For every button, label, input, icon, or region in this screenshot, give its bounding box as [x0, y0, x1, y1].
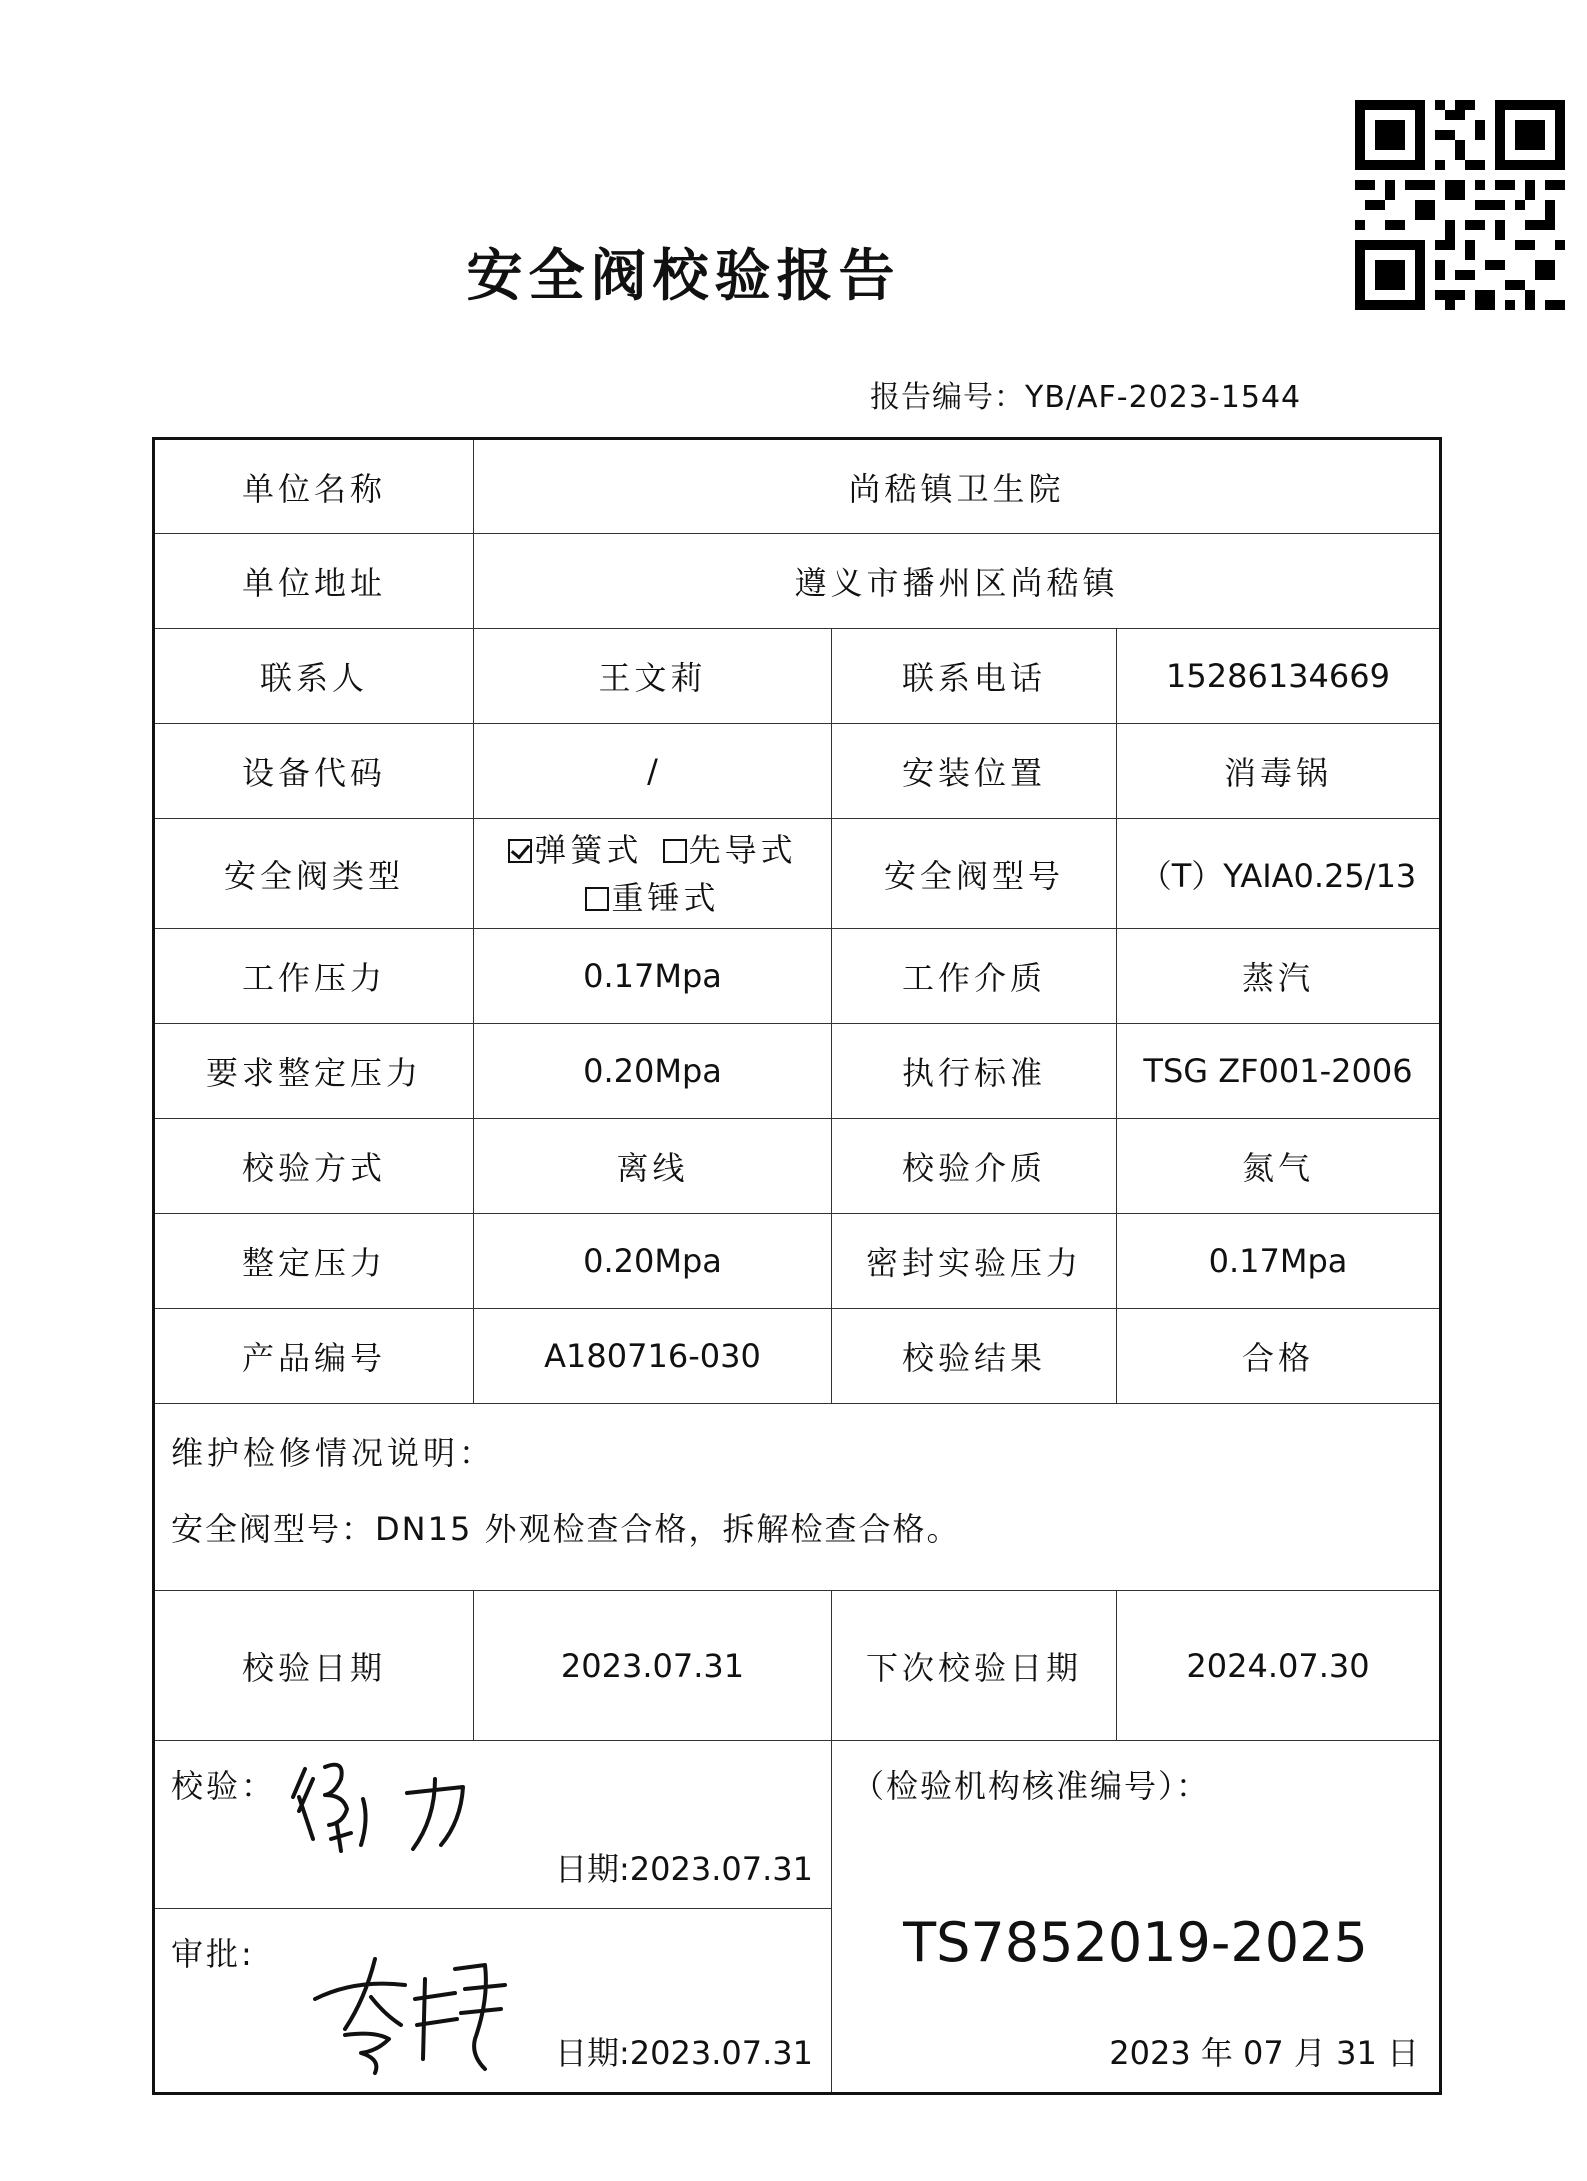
contact-label: 联系人 [154, 629, 474, 724]
approver-date: 日期:2023.07.31 [554, 2034, 813, 2072]
seal-pressure-label: 密封实验压力 [832, 1214, 1117, 1309]
product-number-value: A180716-030 [474, 1309, 832, 1404]
valve-model-value: （T）YAIA0.25/13 [1117, 819, 1441, 929]
unit-name-label: 单位名称 [154, 439, 474, 534]
option-spring-label: 弹簧式 [534, 830, 643, 869]
install-location-label: 安装位置 [832, 724, 1117, 819]
check-method-label: 校验方式 [154, 1119, 474, 1214]
checkbox-pilot[interactable] [663, 839, 687, 863]
report-number: 报告编号：YB/AF-2023-1544 [870, 380, 1302, 415]
result-label: 校验结果 [832, 1309, 1117, 1404]
inspector-signature-cell [154, 1741, 832, 1909]
authority-label: （检验机构核准编号）： [852, 1767, 1211, 1805]
product-number-label: 产品编号 [154, 1309, 474, 1404]
valve-type-label: 安全阀类型 [154, 819, 474, 929]
maintenance-notes [154, 1404, 1441, 1591]
equipment-code-value: / [474, 724, 832, 819]
notes-text: 安全阀型号：DN15 外观检查合格，拆解检查合格。 [171, 1510, 961, 1548]
required-set-pressure-value: 0.20Mpa [474, 1024, 832, 1119]
check-medium-label: 校验介质 [832, 1119, 1117, 1214]
phone-value: 15286134669 [1117, 629, 1441, 724]
required-set-pressure-label: 要求整定压力 [154, 1024, 474, 1119]
authority-code: TS7852019-2025 [903, 1911, 1368, 1974]
next-check-date-label: 下次校验日期 [832, 1591, 1117, 1741]
approver-label: 审批: [171, 1935, 255, 1973]
set-pressure-value: 0.20Mpa [474, 1214, 832, 1309]
inspector-label: 校验： [171, 1767, 277, 1805]
work-pressure-value: 0.17Mpa [474, 929, 832, 1024]
seal-pressure-value: 0.17Mpa [1117, 1214, 1441, 1309]
unit-address-label: 单位地址 [154, 534, 474, 629]
work-pressure-label: 工作压力 [154, 929, 474, 1024]
valve-model-label: 安全阀型号 [832, 819, 1117, 929]
work-medium-label: 工作介质 [832, 929, 1117, 1024]
contact-value: 王文莉 [474, 629, 832, 724]
option-pilot-label: 先导式 [688, 830, 797, 869]
set-pressure-label: 整定压力 [154, 1214, 474, 1309]
approver-signature [305, 1939, 525, 2079]
install-location-value: 消毒锅 [1117, 724, 1441, 819]
inspector-date: 日期:2023.07.31 [554, 1850, 813, 1888]
result-value: 合格 [1117, 1309, 1441, 1404]
phone-label: 联系电话 [832, 629, 1117, 724]
standard-value: TSG ZF001-2006 [1117, 1024, 1441, 1119]
checkbox-spring[interactable] [508, 839, 532, 863]
standard-label: 执行标准 [832, 1024, 1117, 1119]
notes-heading: 维护检修情况说明： [171, 1434, 496, 1472]
document-title: 安全阀校验报告 [466, 243, 901, 309]
work-medium-value: 蒸汽 [1117, 929, 1441, 1024]
option-weight-label: 重锤式 [611, 878, 720, 917]
authority-cell [832, 1741, 1441, 2094]
valve-type-options [474, 819, 832, 929]
checkbox-weight[interactable] [585, 887, 609, 911]
report-table [152, 437, 1442, 2095]
next-check-date-value: 2024.07.30 [1117, 1591, 1441, 1741]
equipment-code-label: 设备代码 [154, 724, 474, 819]
check-date-value: 2023.07.31 [474, 1591, 832, 1741]
unit-address-value: 遵义市播州区尚嵇镇 [474, 534, 1441, 629]
approver-signature-cell [154, 1909, 832, 2094]
authority-date: 2023 年 07 月 31 日 [1109, 2034, 1419, 2072]
unit-name-value: 尚嵇镇卫生院 [474, 439, 1441, 534]
check-date-label: 校验日期 [154, 1591, 474, 1741]
check-method-value: 离线 [474, 1119, 832, 1214]
inspector-signature [285, 1749, 485, 1869]
check-medium-value: 氮气 [1117, 1119, 1441, 1214]
